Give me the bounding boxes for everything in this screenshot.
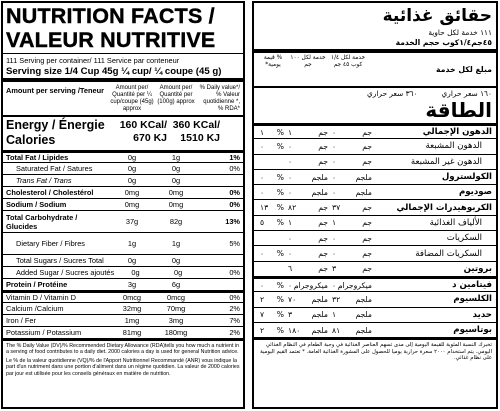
column-100g-header: Amount per/ Quantité per (100g) approx (157, 85, 195, 105)
value-percent-arabic: % ٠ (260, 172, 284, 182)
column-quarter-cup-header: Amount per/ Quantité per ¼ cup/coupe (45g) approx (110, 85, 154, 112)
energy-label-arabic: الطاقة (425, 98, 492, 122)
value-serving-arabic: ملجم ٣٢ (332, 294, 372, 304)
nutrient-name-arabic: الألياف الغذائية (429, 217, 482, 228)
nutrient-row-arabic (254, 184, 496, 199)
nutrient-row: Total Sugars / Sucres Total 0g 0g (3, 254, 243, 266)
arabic-nutrition-panel (252, 1, 498, 409)
serving-size: Serving size 1/4 Cup 45g ¼ cup/ ¼ coupe (45 g) (6, 66, 222, 77)
nutrient-row-arabic (254, 322, 496, 337)
nutrient-row-arabic (254, 138, 496, 153)
nutrient-name-arabic: فيتامين د (452, 280, 492, 291)
english-french-nutrition-panel (1, 1, 245, 409)
nutrient-row-arabic (254, 291, 496, 306)
nutrient-name-arabic: السكريات المضافة (415, 248, 482, 259)
title-french: VALEUR NUTRITIVE (6, 28, 216, 52)
value-serving-arabic: ملجم ٠ (332, 172, 372, 182)
nutrient-row: Saturated Fat / Satures 0g 0g 0% (3, 162, 243, 174)
column-100g-header-arabic: خدمة لكل ١٠٠ جم (290, 55, 326, 68)
value-serving-arabic: جم ٠ (332, 141, 372, 151)
value-100g-arabic: ملجم ٠ (288, 187, 328, 197)
nutrient-row-arabic (254, 230, 496, 245)
nutrient-row: Vitamin D / Vitamin D 0mcg 0mcg 0% (3, 290, 243, 302)
value-percent-arabic: % ٢ (260, 325, 284, 335)
footnote-french: Le % de la valeur quotidienne (VQ)/% de l'Apport Nutritionnel Recommandé (ANR) vous indique la part d'un nutriment dans une portion d'aliment dans un régime quotidien. La valeur de 2000 calories par jour est utilisée pour les conseils généraux en matière de nutrition. (6, 357, 240, 377)
nutrient-row-arabic (254, 123, 496, 138)
servings-per-container-arabic: ١١١ خدمة لكل حاوية (428, 28, 492, 37)
value-100g-arabic: ملجم ٠ (288, 172, 328, 182)
value-percent-arabic: % ٢ (260, 294, 284, 304)
nutrient-row-arabic (254, 154, 496, 169)
energy-kcal-serving-arabic: ١٦٠ سعر حراري (441, 89, 492, 98)
nutrient-row-arabic (254, 261, 496, 276)
nutrient-name-arabic: الدهون المشبعة (425, 141, 482, 152)
value-100g-arabic: جم ٠ (288, 141, 328, 151)
footnote-english: The % Daily Value (DV)/% Recommended Dietary Allowance (RDA)tells you how much a nutrient in a serving of food contributes to a daily diet. 2000 calories a day is used for general Nutrition advice. (6, 343, 240, 356)
nutrient-row: Protein / Protéine 3g 6g (3, 278, 243, 290)
value-100g-arabic: ملجم ١٨٠ (288, 325, 328, 335)
energy-kcal-serving: 160 KCal/ (119, 119, 167, 131)
value-serving-arabic: ملجم ١ (332, 310, 372, 320)
value-percent-arabic: % ١٣ (260, 203, 284, 213)
amount-per-serving-label-arabic: مبلغ لكل خدمة (435, 65, 492, 74)
nutrient-row-arabic (254, 245, 496, 260)
value-percent-arabic: % ٥ (260, 218, 284, 228)
nutrient-row: Dietary Fiber / Fibres 1g 1g 5% (3, 232, 243, 254)
column-header (3, 82, 243, 115)
energy-kj-100g: 1510 KJ (180, 132, 220, 144)
value-100g-arabic: جم ٨٢ (288, 203, 328, 213)
value-serving-arabic: جم ١ (332, 218, 372, 228)
footnote-arabic: تخبرك النسبة المئوية للقيمة اليومية إلى مدى تسهم العناصر الغذائية في وجبة الطعام في النظام الغذائي اليومي. يتم استخدام ٢٠٠٠ سعرة حرارية يوميا للحصول على المشورة الغذائية العامة. * تعتمد القيم اليومية على نظام غذائي. (254, 337, 496, 364)
value-100g-arabic: جم ٠ (288, 233, 328, 243)
value-serving-arabic: جم ٠ (332, 157, 372, 167)
nutrient-name-arabic: الكلسيوم (453, 294, 492, 305)
title-arabic: حقائق غذائية (382, 6, 492, 26)
nutrient-row-arabic (254, 307, 496, 322)
nutrient-row: Sodium / Sodium 0mg 0mg 0% (3, 198, 243, 210)
nutrient-row-arabic (254, 169, 496, 184)
value-percent-arabic: % ٠ (260, 187, 284, 197)
nutrient-name-arabic: بوتاسيوم (453, 325, 492, 335)
energy-kj-serving: 670 KJ (133, 132, 167, 144)
value-serving-arabic: ملجم ٨١ (332, 325, 372, 335)
footnote (3, 338, 243, 381)
nutrient-row: Total Carbohydrate / Glucides 37g 82g 13% (3, 210, 243, 232)
value-serving-arabic: جم ٠ (332, 249, 372, 259)
value-percent-arabic: % ٠ (260, 280, 284, 290)
value-serving-arabic: جم ٣ (332, 264, 372, 274)
value-serving-arabic: ميكروجرام ٠ (332, 280, 372, 290)
column-header-arabic (254, 53, 496, 86)
nutrient-name-arabic: حديد (472, 309, 492, 320)
value-percent-arabic: % ١ (260, 127, 284, 137)
nutrient-name-arabic: الدهون غير المشبعة (410, 156, 482, 167)
value-100g-arabic: جم ٠ (288, 249, 328, 259)
nutrient-name-arabic: الكربوهيدرات الإجمالي (396, 202, 492, 213)
nutrient-row-arabic (254, 199, 496, 214)
nutrient-row: Total Fat / Lipides 0g 1g 1% (3, 150, 243, 162)
energy-kcal-100g: 360 KCal/ (172, 119, 220, 131)
nutrient-row: Trans Fat / Trans 0g 0g (3, 174, 243, 186)
nutrient-name-arabic: بروتين (463, 263, 492, 274)
nutrient-row: Added Sugar / Sucres ajoutés 0g 0g 0% (3, 266, 243, 278)
nutrient-name-arabic: صوديوم (458, 187, 492, 198)
value-100g-arabic: جم ١ (288, 127, 328, 137)
nutrient-row: Calcium /Calcium 32mg 70mg 2% (3, 302, 243, 314)
value-serving-arabic: ملجم ٠ (332, 187, 372, 197)
nutrient-name-arabic: الكولسترول (441, 172, 492, 183)
value-100g-arabic: ملجم ٧٠ (288, 294, 328, 304)
value-serving-arabic: جم ٣٧ (332, 203, 372, 213)
column-daily-value-header: % Daily value*/ % Valeur quotidienne *, % RDA* (199, 85, 240, 112)
value-100g-arabic: ملجم ٣ (288, 310, 328, 320)
nutrient-row-arabic (254, 215, 496, 230)
nutrient-row: Potassium / Potassium 81mg 180mg 2% (3, 326, 243, 338)
nutrient-name-arabic: السكريات (446, 233, 482, 244)
value-serving-arabic: جم ٠ (332, 233, 372, 243)
value-100g-arabic: جم ٠ (288, 157, 328, 167)
value-percent-arabic: % ٧ (260, 310, 284, 320)
nutrient-row: Iron / Fer 1mg 3mg 7% (3, 314, 243, 326)
nutrient-row-arabic (254, 276, 496, 291)
nutrient-name-arabic: الدهون الإجمالي (422, 127, 492, 138)
value-percent-arabic: % ٠ (260, 249, 284, 259)
title-english: NUTRITION FACTS / (6, 4, 215, 28)
energy-row (3, 117, 243, 150)
value-percent-arabic: % ٠ (260, 141, 284, 151)
column-daily-value-header-arabic: % قيمة يومية* (263, 55, 283, 68)
value-100g-arabic: ميكروجرام ٠ (288, 280, 328, 290)
amount-per-serving-label: Amount per serving /Teneur (6, 86, 105, 95)
value-serving-arabic: جم ٠ (332, 127, 372, 137)
serving-size-arabic: ٤٥جم١/٤كوب حجم الخدمة (395, 38, 492, 47)
value-100g-arabic: جم ١ (288, 218, 328, 228)
energy-label: Energy / Énergie Calories (6, 118, 105, 147)
nutrient-row: Cholesterol / Cholestérol 0mg 0mg 0% (3, 186, 243, 198)
value-100g-arabic: جم ٦ (288, 264, 328, 274)
column-quarter-cup-header-arabic: خدمة لكل ١/٤ كوب ٤٥ جم (330, 55, 366, 68)
servings-per-container: 111 Serving per container/ 111 Service par conteneur (6, 56, 180, 65)
energy-kcal-100g-arabic: ٣٦٠ سعر حراري (366, 89, 418, 98)
